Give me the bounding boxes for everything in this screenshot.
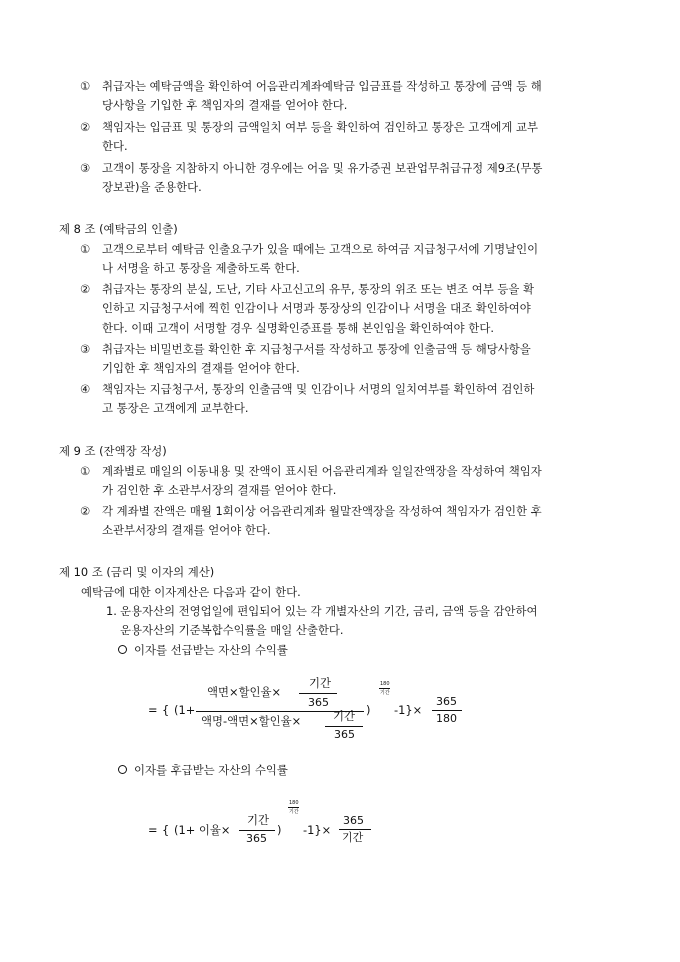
item-line: 고 통장은 고객에게 교부한다. bbox=[102, 401, 249, 416]
item-number: 1. bbox=[106, 604, 117, 618]
item-line: 취급자는 통장의 분실, 도난, 기타 사고신고의 유무, 통장의 위조 또는 변조 여부 등을 확 bbox=[102, 282, 535, 296]
item-line: 운용자산의 기준복합수익률을 매일 산출한다. bbox=[120, 623, 344, 638]
formula-open-paren: (1+ 이율× bbox=[174, 823, 231, 837]
formula-equals: = bbox=[148, 823, 158, 837]
formula-multiplier-bot: 기간 bbox=[342, 831, 364, 844]
list-item bbox=[80, 340, 625, 379]
fraction-bar bbox=[299, 693, 337, 694]
article-10-intro: 예탁금에 대한 이자계산은 다음과 같이 한다. bbox=[81, 585, 301, 599]
item-line: 나 서명을 하고 통장을 제출하도록 한다. bbox=[102, 261, 300, 276]
item-line: 한다. bbox=[102, 139, 128, 154]
item-line: 각 계좌별 잔액은 매월 1회이상 어음관리계좌 월말잔액장을 작성하여 책임자가 검인한 후 bbox=[102, 504, 542, 518]
list-item bbox=[106, 602, 626, 641]
item-number: ③ bbox=[80, 161, 91, 175]
formula-exponent-top: 180 bbox=[380, 681, 390, 687]
fraction-bar bbox=[325, 726, 363, 727]
formula-frac-top: 기간 bbox=[247, 813, 270, 827]
list-item bbox=[80, 77, 625, 116]
fraction-bar bbox=[432, 710, 462, 711]
item-line: 고객이 통장을 지참하지 아니한 경우에는 어음 및 유가증권 보관업무취급규정 제9조(무통 bbox=[102, 161, 543, 175]
formula-denominator-text: 액명-액면×할인율× bbox=[201, 714, 302, 728]
item-number: ② bbox=[80, 120, 91, 134]
formula-numerator-frac-bot: 365 bbox=[308, 696, 329, 709]
formula-exponent-bot: 기간 bbox=[380, 690, 390, 696]
item-number: ① bbox=[80, 464, 91, 478]
item-line: 소관부서장의 결재를 얻어야 한다. bbox=[102, 523, 271, 538]
bullet-prepaid-yield bbox=[118, 641, 288, 660]
bullet-label: 이자를 선급받는 자산의 수익률 bbox=[134, 643, 288, 657]
item-line: 취급자는 예탁금액을 확인하여 어음관리계좌예탁금 입금표를 작성하고 통장에 금액 등 해 bbox=[102, 79, 542, 93]
list-item bbox=[80, 159, 625, 198]
formula-open-paren: (1+ bbox=[174, 703, 196, 717]
item-line: 책임자는 지급청구서, 통장의 인출금액 및 인감이나 서명의 일치여부를 확인하여 검인하 bbox=[102, 382, 535, 396]
list-item bbox=[80, 462, 625, 501]
item-line: 당사항을 기입한 후 책임자의 결재를 얻어야 한다. bbox=[102, 98, 348, 113]
list-item bbox=[80, 118, 625, 157]
item-number: ① bbox=[80, 242, 91, 256]
article-9-title: 제 9 조 (잔액장 작성) bbox=[59, 444, 167, 458]
fraction-bar bbox=[239, 830, 275, 831]
item-line: 장보관)을 준용한다. bbox=[102, 180, 202, 195]
item-number: ② bbox=[80, 504, 91, 518]
item-number: ④ bbox=[80, 382, 91, 396]
formula-numerator-frac-top: 기간 bbox=[309, 676, 332, 690]
formula-open-brace: { bbox=[162, 823, 170, 837]
article-8-title: 제 8 조 (예탁금의 인출) bbox=[59, 222, 178, 236]
formula-exponent-top: 180 bbox=[289, 800, 299, 806]
formula-equals: = bbox=[148, 703, 158, 717]
circle-bullet-icon bbox=[118, 645, 127, 654]
fraction-bar bbox=[339, 829, 371, 830]
item-number: ② bbox=[80, 282, 91, 296]
list-item bbox=[80, 280, 625, 338]
formula-exponent-bot: 기간 bbox=[289, 809, 299, 815]
fraction-bar bbox=[288, 807, 299, 808]
formula-open-brace: { bbox=[162, 703, 170, 717]
item-line: 인하고 지급청구서에 찍힌 인감이나 서명과 통장상의 인감이나 서명을 대조 확인하여야 bbox=[102, 301, 531, 316]
circle-bullet-icon bbox=[118, 765, 127, 774]
item-number: ① bbox=[80, 79, 91, 93]
item-line: 한다. 이때 고객이 서명할 경우 실명확인증표를 통해 본인임을 확인하여야 한다. bbox=[102, 320, 494, 335]
item-line: 운용자산의 전영업일에 편입되어 있는 각 개별자산의 기간, 금리, 금액 등을 감안하여 bbox=[120, 604, 538, 618]
item-number: ③ bbox=[80, 342, 91, 356]
formula-minus-one: -1}× bbox=[303, 823, 332, 837]
fraction-bar bbox=[379, 688, 390, 689]
item-line: 계좌별로 매일의 이동내용 및 잔액이 표시된 어음관리계좌 일일잔액장을 작성하여 책임자 bbox=[102, 464, 542, 478]
list-item bbox=[80, 380, 625, 419]
item-line: 가 검인한 후 소관부서장의 결재를 얻어야 한다. bbox=[102, 483, 337, 498]
bullet-postpaid-yield bbox=[118, 761, 288, 780]
formula-frac-bot: 365 bbox=[246, 832, 267, 845]
item-line: 취급자는 비밀번호를 확인한 후 지급청구서를 작성하고 통장에 인출금액 등 해당사항을 bbox=[102, 342, 531, 356]
article-10-title: 제 10 조 (금리 및 이자의 계산) bbox=[59, 565, 215, 579]
formula-denominator-frac-top: 기간 bbox=[333, 709, 356, 723]
formula-multiplier-bot: 180 bbox=[436, 712, 457, 725]
formula-multiplier-top: 365 bbox=[343, 814, 364, 827]
list-item bbox=[80, 502, 625, 541]
bullet-label: 이자를 후급받는 자산의 수익률 bbox=[134, 763, 288, 777]
formula-denominator-frac-bot: 365 bbox=[334, 728, 355, 741]
item-line: 기입한 후 책임자의 결재를 얻어야 한다. bbox=[102, 361, 300, 376]
list-item bbox=[80, 240, 625, 279]
item-line: 고객으로부터 예탁금 인출요구가 있을 때에는 고객으로 하여금 지급청구서에 기명날인이 bbox=[102, 242, 539, 256]
formula-numerator-text: 액면×할인율× bbox=[207, 685, 282, 699]
formula-close-paren: ) bbox=[277, 823, 282, 837]
formula-minus-one: -1}× bbox=[394, 703, 423, 717]
formula-multiplier-top: 365 bbox=[436, 695, 457, 708]
formula-close-paren: ) bbox=[366, 703, 371, 717]
item-line: 책임자는 입금표 및 통장의 금액일치 여부 등을 확인하여 검인하고 통장은 고객에게 교부 bbox=[102, 120, 538, 134]
